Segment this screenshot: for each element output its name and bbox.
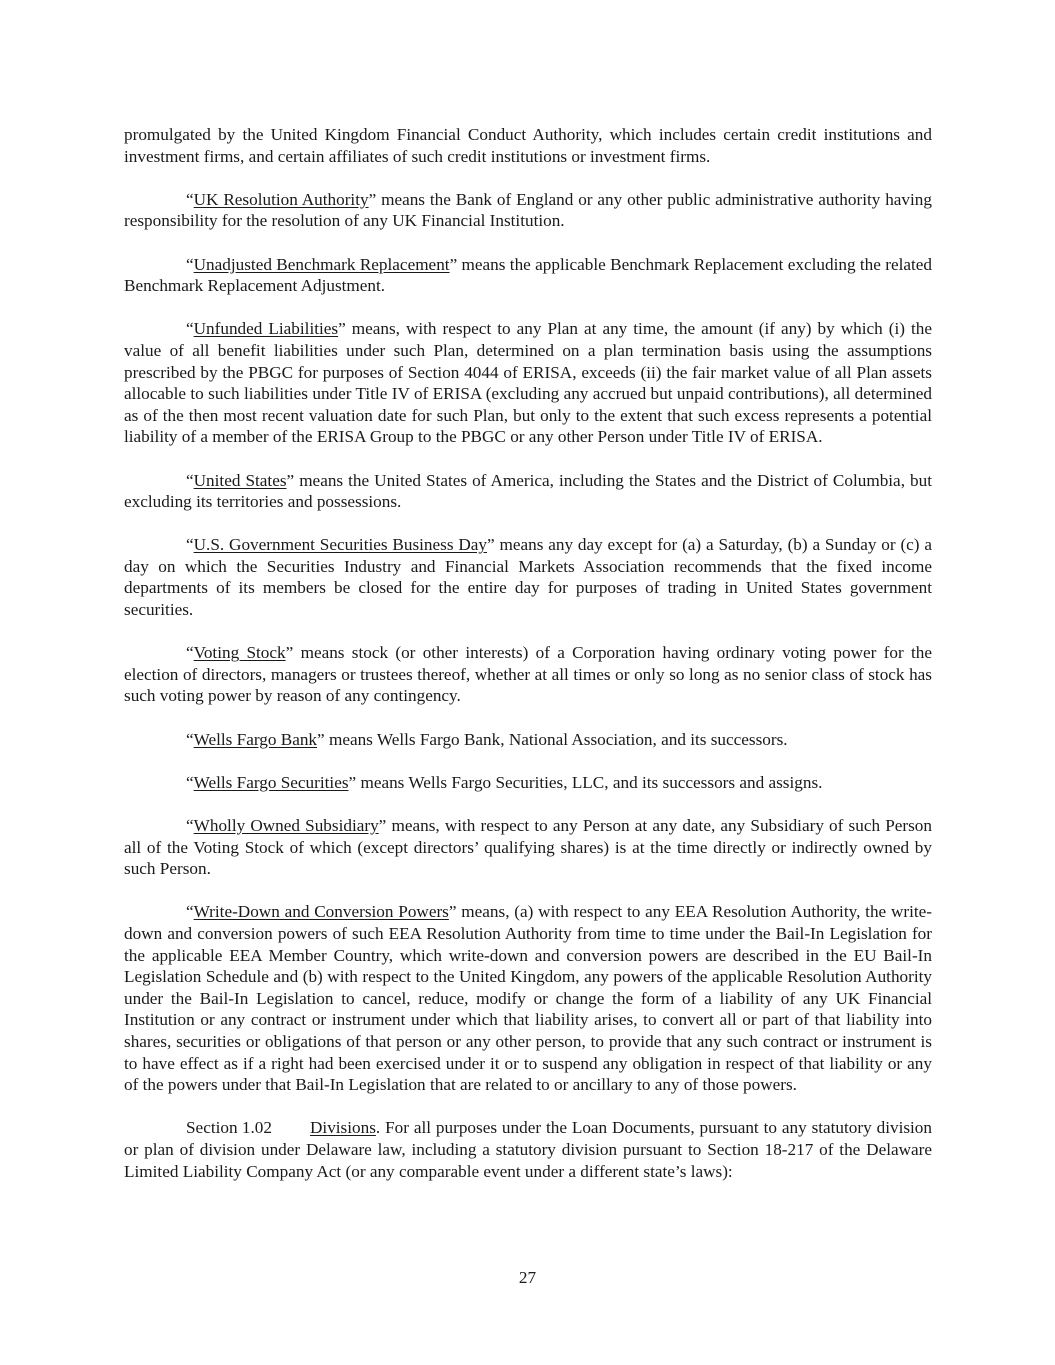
definition-text: means the United States of America, including the States and the District of Columbia, but excluding its territories and possessions.: [124, 470, 932, 512]
definition-united-states: “United States” means the United States of America, including the States and the District of Columbia, but excluding its territories and possessions.: [124, 470, 932, 512]
definition-text: means, (a) with respect to any EEA Resolution Authority, the write-down and conversion powers of such EEA Resolution Authority from time to time under the Bail-In Legislation for the applicable EEA Member Country, which write-down and conversion powers are described in the EU Bail-In Legislation Schedule and (b) with respect to the United Kingdom, any powers of the applicable Resolution Authority under the Bail-In Legislation to cancel, reduce, modify or change the form of a liability of any UK Financial Institution or any contract or instrument under which that liability arises, to convert all or part of that liability into shares, securities or obligations of that person or any other person, to provide that any such contract or instrument is to have effect as if a right had been exercised under it or to suspend any obligation in respect of that liability or any of the powers under that Bail-In Legislation that are related to or ancillary to any of those powers.: [124, 902, 932, 1095]
definition-wells-fargo-securities: “Wells Fargo Securities” means Wells Fargo Securities, LLC, and its successors and assigns.: [186, 772, 823, 792]
definition-text: means Wells Fargo Bank, National Association, and its successors.: [324, 729, 788, 749]
definition-write-down-and-conversion-powers: “Write-Down and Conversion Powers” means, (a) with respect to any EEA Resolution Authority, the write-down and conversion powers of such EEA Resolution Authority from time to time under the Bail-In Legislation for the applicable EEA Member Country, which write-down and conversion powers are described in the EU Bail-In Legislation Schedule and (b) with respect to the United Kingdom, any powers of the applicable Resolution Authority under the Bail-In Legislation to cancel, reduce, modify or change the form of a liability of any UK Financial Institution or any contract or instrument under which that liability arises, to convert all or part of that liability into shares, securities or obligations of that person or any other person, to provide that any such contract or instrument is to have effect as if a right had been exercised under it or to suspend any obligation in respect of that liability or any of the powers under that Bail-In Legislation that are related to or ancillary to any of those powers.: [124, 902, 932, 1095]
definition-text: means any day except for (a) a Saturday, (b) a Sunday or (c) a day on which the Securities Industry and Financial Markets Association recommends that the fixed income departments of its members be closed for the entire day for purposes of trading in United States government securities.: [124, 535, 932, 620]
document-page: [124, 124, 932, 1204]
section-1-02-paragraph: [124, 1117, 932, 1182]
defined-term: Wells Fargo Securities: [193, 772, 349, 792]
section-title: Divisions: [310, 1118, 376, 1138]
section-number: Section 1.02: [186, 1118, 272, 1138]
defined-term: Write-Down and Conversion Powers: [193, 902, 449, 922]
defined-term: Unadjusted Benchmark Replacement: [193, 254, 450, 274]
definition-us-government-securities-business-day: “U.S. Government Securities Business Day” means any day except for (a) a Saturday, (b) a Sunday or (c) a day on which the Securities Industry and Financial Markets Association recommends that the fixed income departments of its members be closed for the entire day for purposes of trading in United States government securities.: [124, 535, 932, 620]
defined-term: Wholly Owned Subsidiary: [193, 816, 379, 835]
section-text: . For all purposes under the Loan Documents, pursuant to any statutory division or plan of division under Delaware law, including a statutory division pursuant to Section 18-217 of the Delaware Limited Liability Company Act (or any comparable event under a different state’s laws):: [124, 1118, 932, 1181]
definition-text: means the Bank of England or any other public administrative authority having responsibility for the resolution of any UK Financial Institution.: [124, 189, 932, 231]
definition-text: means stock (or other interests) of a Corporation having ordinary voting power for the election of directors, managers or trustees thereof, whether at all times or only so long as no senior class of stock has such voting power by reason of any contingency.: [124, 643, 932, 706]
definition-wholly-owned-subsidiary: “Wholly Owned Subsidiary” means, with respect to any Person at any date, any Subsidiary of such Person all of the Voting Stock of which (except directors’ qualifying shares) is at the time directly or indirectly owned by such Person.: [124, 816, 932, 879]
defined-term: UK Resolution Authority: [193, 189, 369, 209]
definition-text: means, with respect to any Person at any date, any Subsidiary of such Person all of the Voting Stock of which (except directors’ qualifying shares) is at the time directly or indirectly owned by such Person.: [124, 816, 932, 879]
defined-term: Voting Stock: [193, 643, 286, 663]
defined-term: United States: [193, 470, 287, 490]
definition-text: means, with respect to any Plan at any time, the amount (if any) by which (i) the value of all benefit liabilities under such Plan, determined on a plan termination basis using the assumptions prescribed by the PBGC for purposes of Section 4044 of ERISA, exceeds (ii) the fair market value of all Plan assets allocable to such liabilities under Title IV of ERISA (excluding any accrued but unpaid contributions), all determined as of the then most recent valuation date for such Plan, but only to the extent that such excess represents a potential liability of a member of the ERISA Group to the PBGC or any other Person under Title IV of ERISA.: [124, 319, 932, 447]
page-number: 27: [518, 1268, 537, 1287]
defined-term: U.S. Government Securities Business Day: [193, 535, 487, 555]
definition-unfunded-liabilities: “Unfunded Liabilities” means, with respect to any Plan at any time, the amount (if any) by which (i) the value of all benefit liabilities under such Plan, determined on a plan termination basis using the assumptions prescribed by the PBGC for purposes of Section 4044 of ERISA, exceeds (ii) the fair market value of all Plan assets allocable to such liabilities under Title IV of ERISA (excluding any accrued but unpaid contributions), all determined as of the then most recent valuation date for such Plan, but only to the extent that such excess represents a potential liability of a member of the ERISA Group to the PBGC or any other Person under Title IV of ERISA.: [124, 319, 932, 447]
definition-unadjusted-benchmark-replacement: “Unadjusted Benchmark Replacement” means the applicable Benchmark Replacement excluding the related Benchmark Replacement Adjustment.: [124, 254, 932, 296]
continuation-paragraph: promulgated by the United Kingdom Financial Conduct Authority, which includes certain credit institutions and investment firms, and certain affiliates of such credit institutions or investment firms.: [124, 125, 932, 166]
definition-voting-stock: “Voting Stock” means stock (or other interests) of a Corporation having ordinary voting power for the election of directors, managers or trustees thereof, whether at all times or only so long as no senior class of stock has such voting power by reason of any contingency.: [124, 643, 932, 706]
definition-text: means Wells Fargo Securities, LLC, and its successors and assigns.: [356, 772, 823, 792]
defined-term: Unfunded Liabilities: [193, 319, 339, 339]
definition-text: means the applicable Benchmark Replacement excluding the related Benchmark Replacement Adjustment.: [124, 254, 932, 296]
definition-wells-fargo-bank: “Wells Fargo Bank” means Wells Fargo Bank, National Association, and its successors.: [186, 729, 788, 749]
definition-uk-resolution-authority: “UK Resolution Authority” means the Bank of England or any other public administrative authority having responsibility for the resolution of any UK Financial Institution.: [124, 189, 932, 231]
defined-term: Wells Fargo Bank: [193, 729, 318, 749]
